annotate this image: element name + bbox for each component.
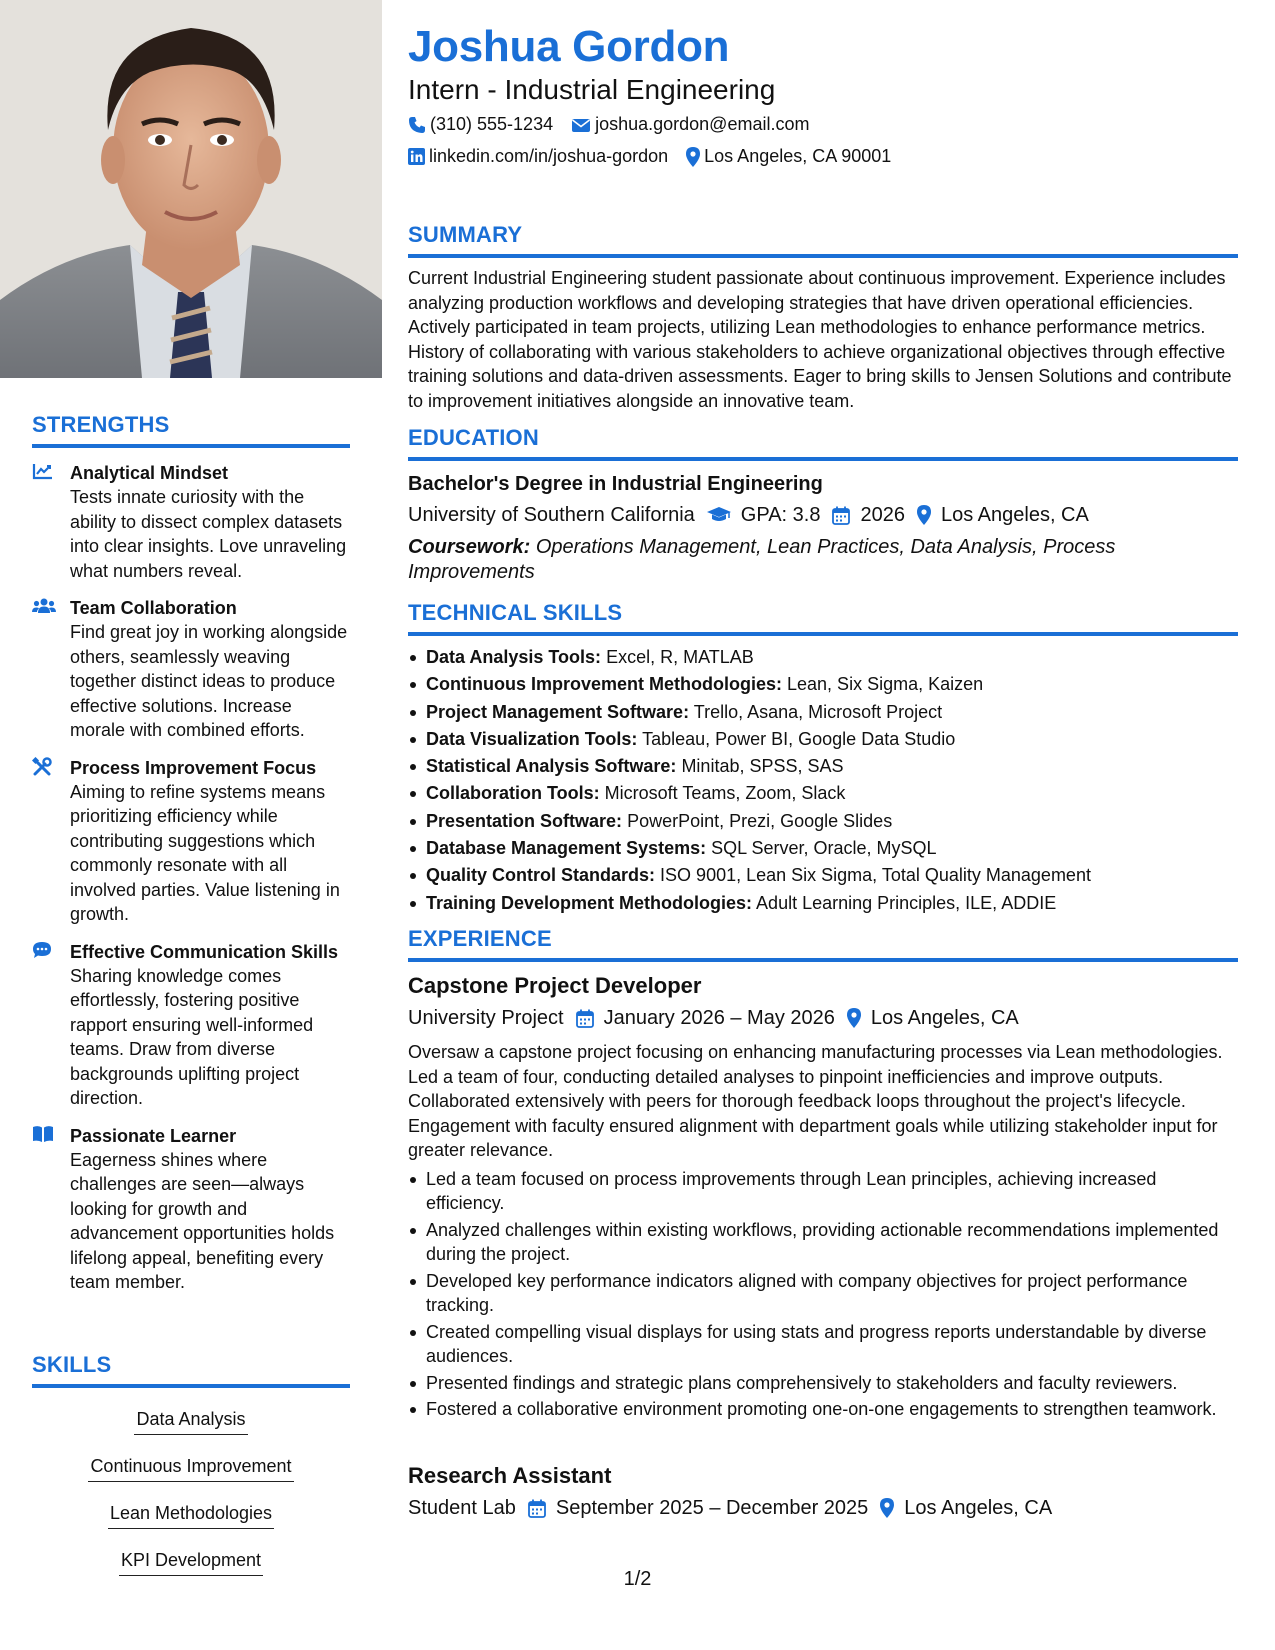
candidate-name: Joshua Gordon [408,22,730,71]
chat-bubble-icon [32,941,56,961]
school-name: University of Southern California [408,504,695,526]
book-open-icon [32,1125,56,1145]
experience-title: EXPERIENCE [408,926,552,951]
users-icon [32,597,56,617]
list-item: Fostered a collaborative environment promoting one-on-one engagements to strengthen teamwork. [408,1397,1238,1422]
calendar-icon [832,506,850,525]
location-pin-icon [847,1008,861,1028]
email-text[interactable]: joshua.gordon@email.com [595,114,810,134]
list-item: Statistical Analysis Software: Minitab, SPSS, SAS [408,753,1238,780]
list-item: Data Analysis Tools: Excel, R, MATLAB [408,644,1238,671]
education-meta [408,501,1238,529]
list-item: Training Development Methodologies: Adult Learning Principles, ILE, ADDIE [408,890,1238,917]
list-item: Continuous Improvement Methodologies: Lean, Six Sigma, Kaizen [408,671,1238,698]
skills-section [32,1352,350,1586]
section-divider [408,254,1238,258]
gpa: GPA: 3.8 [740,504,821,526]
job-title: Research Assistant [408,1463,612,1488]
technical-skills-section [408,600,1238,917]
skills-title: SKILLS [32,1352,112,1377]
page-number: 1/2 [623,1568,652,1590]
linkedin-icon [408,148,425,165]
list-item: Data Visualization Tools: Tableau, Power BI, Google Data Studio [408,726,1238,753]
strength-title: Process Improvement Focus [70,757,317,778]
strength-item [32,461,350,583]
strengths-section [32,412,350,1295]
list-item: Led a team focused on process improvements through Lean principles, achieving increased efficiency. [408,1167,1238,1216]
summary-title: SUMMARY [408,222,523,247]
location-text: Los Angeles, CA 90001 [704,146,892,166]
tools-icon [32,757,56,777]
job-entry-research-assistant [408,1452,1238,1522]
job-location: Los Angeles, CA [870,1007,1019,1029]
profile-photo [0,0,382,378]
job-dates: September 2025 – December 2025 [555,1497,869,1519]
skill-tag: KPI Development [119,1547,263,1576]
coursework [408,535,1238,585]
education-location: Los Angeles, CA [940,504,1089,526]
technical-skills-title: TECHNICAL SKILLS [408,600,623,625]
section-divider [408,632,1238,636]
job-org: Student Lab [408,1497,516,1519]
degree-title: Bachelor's Degree in Industrial Engineering [408,473,823,495]
phone-icon [408,116,426,134]
education-title: EDUCATION [408,425,539,450]
experience-section [408,926,1238,1424]
location-pin-icon [880,1498,894,1518]
candidate-role: Intern - Industrial Engineering [408,74,776,105]
strength-item [32,596,350,743]
strength-title: Effective Communication Skills [70,941,339,962]
phone-text[interactable]: (310) 555-1234 [430,114,554,134]
profile-photo-illustration [0,0,382,378]
strength-desc: Tests innate curiosity with the ability to dissect complex datasets into clear insights. Love unraveling what numbers reveal. [70,487,347,581]
strengths-title: STRENGTHS [32,412,170,437]
list-item: Presentation Software: PowerPoint, Prezi, Google Slides [408,808,1238,835]
coursework-list: Operations Management, Lean Practices, Data Analysis, Process Improvements [408,536,1116,583]
job-meta [408,1004,1238,1032]
location-pin-icon [917,505,931,525]
strength-desc: Aiming to refine systems means prioritizing efficiency while contributing suggestions which commonly resonate with all involved parties. Value listening in growth. [70,781,340,924]
strength-desc: Sharing knowledge comes effortlessly, fostering positive rapport ensuring well-informed teams. Draw from diverse backgrounds uplifting project direction. [70,965,314,1108]
job-org: University Project [408,1007,564,1029]
strength-item [32,1124,350,1295]
list-item: Presented findings and strategic plans comprehensively to stakeholders and faculty reviewers. [408,1371,1238,1396]
calendar-icon [576,1009,594,1028]
skill-list [32,1398,350,1586]
strength-desc: Find great joy in working alongside others, seamlessly weaving together distinct ideas to produce effective solutions. Increase morale with combined efforts. [70,622,348,740]
list-item: Project Management Software: Trello, Asana, Microsoft Project [408,699,1238,726]
job-meta [408,1494,1238,1522]
strength-desc: Eagerness shines where challenges are seen—always looking for growth and advancement opportunities holds lifelong appeal, benefiting every team member. [70,1149,335,1292]
list-item: Quality Control Standards: ISO 9001, Lean Six Sigma, Total Quality Management [408,862,1238,889]
strength-title: Analytical Mindset [70,463,229,483]
summary-text: Current Industrial Engineering student passionate about continuous improvement. Experience includes analyzing production workflows and developing strategies that have driven operational efficiencies. Actively participated in team projects, utilizing Lean methodologies to enhance performance metrics. History of collaborating with various stakeholders to achieve organizational objectives through effective training solutions and data-driven assessments. Eager to bring skills to Jensen Solutions and contribute to improvement initiatives alongside an innovative team. [408,268,1232,411]
section-divider [408,958,1238,962]
job-title: Capstone Project Developer [408,973,702,998]
technical-skills-list [408,644,1238,917]
list-item: Analyzed challenges within existing workflows, providing actionable recommendations implemented during the project. [408,1218,1238,1267]
job-bullets [408,1167,1238,1422]
graduation-cap-icon [707,507,731,523]
job-dates: January 2026 – May 2026 [603,1007,835,1029]
summary-section [408,222,1238,413]
list-item: Developed key performance indicators aligned with company objectives for project performance tracking. [408,1269,1238,1318]
section-divider [408,457,1238,461]
left-column [0,0,382,1650]
skill-tag: Data Analysis [134,1406,247,1435]
skill-tag: Continuous Improvement [88,1453,293,1482]
calendar-icon [528,1499,546,1518]
section-divider [32,1384,350,1388]
list-item: Collaboration Tools: Microsoft Teams, Zoom, Slack [408,780,1238,807]
chart-line-icon [32,462,56,482]
list-item: Created compelling visual displays for using stats and progress reports understandable by diverse audiences. [408,1320,1238,1369]
job-location: Los Angeles, CA [904,1497,1053,1519]
location-pin-icon [686,147,700,167]
strength-item [32,940,350,1111]
education-section [408,425,1238,585]
contact-row [408,146,909,167]
strength-title: Team Collaboration [70,598,237,618]
strength-item [32,756,350,927]
email-icon [571,117,591,133]
job-summary: Oversaw a capstone project focusing on enhancing manufacturing processes via Lean methodologies. Led a team of four, conducting detailed analyses to pinpoint inefficiencies and improve outputs. Collaborated extensively with peers for thorough feedback loops throughout the project's lifecycle. Engagement with faculty ensured alignment with department goals while utilizing stakeholder input for greater relevance. [408,1042,1223,1160]
linkedin-text[interactable]: linkedin.com/in/joshua-gordon [429,146,669,166]
skill-tag: Lean Methodologies [108,1500,274,1529]
coursework-label: Coursework: [408,536,531,558]
graduation-year: 2026 [860,504,905,526]
list-item: Database Management Systems: SQL Server, Oracle, MySQL [408,835,1238,862]
section-divider [32,444,350,448]
strength-title: Passionate Learner [70,1125,237,1146]
contact-row [408,114,827,135]
